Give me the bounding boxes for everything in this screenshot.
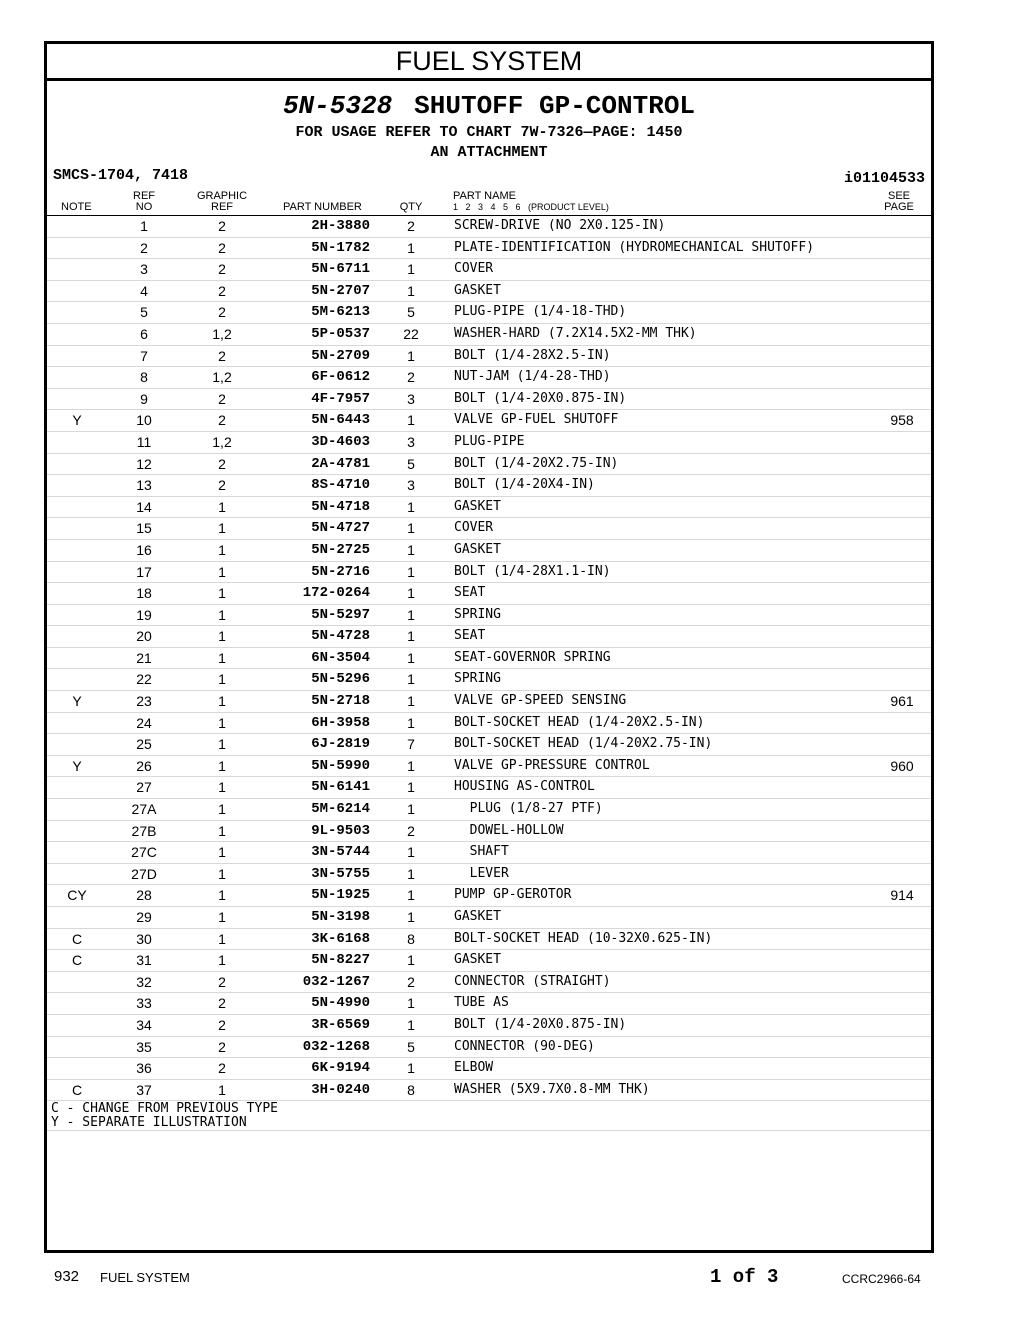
part-qty: 8: [407, 1081, 415, 1098]
part-name: WASHER (5X9.7X0.8-MM THK): [454, 1081, 650, 1097]
part-number: 3H-0240: [311, 1081, 370, 1098]
part-graphic-ref: 2: [218, 455, 226, 472]
part-graphic-ref: 2: [218, 239, 226, 256]
table-row: [47, 777, 931, 799]
table-row: [47, 1037, 931, 1059]
part-qty: 3: [407, 433, 415, 450]
table-row: [47, 562, 931, 584]
part-number: 5N-2709: [311, 347, 370, 364]
part-graphic-ref: 1: [218, 671, 226, 688]
part-qty: 1: [407, 649, 415, 666]
part-ref-no: 7: [140, 347, 148, 364]
table-row: [47, 972, 931, 994]
group-heading: [47, 91, 931, 121]
table-row: [47, 691, 931, 713]
part-graphic-ref: 1: [218, 952, 226, 969]
col-graphic-line2: REF: [211, 201, 233, 213]
part-number: 5N-5990: [311, 757, 370, 774]
part-ref-no: 27C: [131, 844, 157, 861]
part-name: GASKET: [454, 282, 501, 298]
part-name: SPRING: [454, 606, 501, 622]
part-graphic-ref: 2: [218, 995, 226, 1012]
part-number: 8S-4710: [311, 477, 370, 494]
part-name: LEVER: [454, 865, 509, 881]
part-ref-no: 18: [136, 585, 152, 602]
part-ref-no: 33: [136, 995, 152, 1012]
part-qty: 22: [403, 325, 419, 342]
part-graphic-ref: 1: [218, 563, 226, 580]
part-number: 5N-2725: [311, 541, 370, 558]
part-ref-no: 17: [136, 563, 152, 580]
part-graphic-ref: 1: [218, 520, 226, 537]
part-graphic-ref: 1: [218, 887, 226, 904]
table-row: [47, 454, 931, 476]
part-number: 5M-6214: [311, 801, 370, 818]
part-number: 5N-1782: [311, 239, 370, 256]
table-row: [47, 907, 931, 929]
part-ref-no: 26: [136, 757, 152, 774]
part-note: Y: [72, 693, 82, 710]
part-name: BOLT (1/4-20X4-IN): [454, 477, 595, 493]
table-row: [47, 238, 931, 260]
part-graphic-ref: 1,2: [212, 325, 232, 342]
part-number: 5N-2707: [311, 282, 370, 299]
footer-page-number: 932: [54, 1268, 80, 1285]
part-number: 5N-5296: [311, 671, 370, 688]
part-ref-no: 28: [136, 887, 152, 904]
part-number: 5N-4718: [311, 498, 370, 515]
footer-section: FUEL SYSTEM: [100, 1270, 190, 1285]
table-row: [47, 216, 931, 238]
part-qty: 5: [407, 304, 415, 321]
part-ref-no: 10: [136, 412, 152, 429]
part-qty: 1: [407, 887, 415, 904]
part-qty: 1: [407, 606, 415, 623]
part-ref-no: 35: [136, 1038, 152, 1055]
part-qty: 1: [407, 865, 415, 882]
part-graphic-ref: 1,2: [212, 433, 232, 450]
table-row: [47, 605, 931, 627]
part-number: 5M-6213: [311, 304, 370, 321]
table-row: [47, 713, 931, 735]
part-graphic-ref: 1: [218, 628, 226, 645]
part-note: Y: [72, 412, 82, 429]
part-name: BOLT-SOCKET HEAD (1/4-20X2.75-IN): [454, 736, 713, 752]
part-graphic-ref: 1: [218, 498, 226, 515]
part-qty: 2: [407, 369, 415, 386]
part-ref-no: 32: [136, 973, 152, 990]
part-name: SHAFT: [454, 844, 509, 860]
part-number: 5N-2718: [311, 693, 370, 710]
part-graphic-ref: 2: [218, 390, 226, 407]
table-row: [47, 821, 931, 843]
part-number: 5N-6711: [311, 261, 370, 278]
part-name: BOLT (1/4-28X1.1-IN): [454, 563, 611, 579]
part-note: Y: [72, 757, 82, 774]
part-ref-no: 13: [136, 477, 152, 494]
part-name: GASKET: [454, 952, 501, 968]
table-row: [47, 432, 931, 454]
part-qty: 1: [407, 585, 415, 602]
table-row: [47, 799, 931, 821]
part-qty: 1: [407, 541, 415, 558]
page-footer: [0, 1266, 1020, 1290]
part-name: PUMP GP-GEROTOR: [454, 887, 572, 903]
parts-table-body: [47, 216, 931, 1101]
part-name: GASKET: [454, 541, 501, 557]
part-name: BOLT (1/4-28X2.5-IN): [454, 347, 611, 363]
smcs-code: SMCS-1704, 7418: [53, 167, 189, 184]
part-graphic-ref: 1: [218, 930, 226, 947]
part-qty: 1: [407, 563, 415, 580]
part-number: 5N-5297: [311, 606, 370, 623]
table-row: [47, 929, 931, 951]
part-ref-no: 15: [136, 520, 152, 537]
part-graphic-ref: 1: [218, 649, 226, 666]
table-row: [47, 626, 931, 648]
section-title: FUEL SYSTEM: [47, 44, 931, 81]
table-row: [47, 1080, 931, 1102]
part-graphic-ref: 2: [218, 412, 226, 429]
part-qty: 1: [407, 844, 415, 861]
part-number: 5N-2716: [311, 563, 370, 580]
part-ref-no: 8: [140, 369, 148, 386]
table-row: [47, 346, 931, 368]
part-graphic-ref: 1: [218, 736, 226, 753]
table-row: [47, 1015, 931, 1037]
footer-doc-code: CCRC2966-64: [842, 1272, 921, 1286]
part-note: C: [71, 1081, 83, 1098]
part-number: 032-1268: [302, 1038, 370, 1055]
part-ref-no: 21: [136, 649, 152, 666]
part-name: VALVE GP-PRESSURE CONTROL: [454, 757, 650, 773]
table-row: [47, 648, 931, 670]
part-ref-no: 19: [136, 606, 152, 623]
part-note: C: [71, 952, 83, 969]
part-graphic-ref: 1: [218, 1081, 226, 1098]
col-see-line1: SEE: [887, 190, 910, 202]
table-row: [47, 885, 931, 907]
col-qty: QTY: [399, 201, 423, 213]
part-number: 3K-6168: [311, 930, 370, 947]
part-name: PLUG (1/8-27 PTF): [454, 801, 603, 817]
part-ref-no: 24: [136, 714, 152, 731]
col-part-number: PART NUMBER: [283, 201, 362, 213]
part-graphic-ref: 2: [218, 477, 226, 494]
part-ref-no: 27B: [131, 822, 157, 839]
part-ref-no: 14: [136, 498, 152, 515]
part-qty: 1: [407, 693, 415, 710]
attachment-label: AN ATTACHMENT: [430, 144, 548, 161]
part-number: 3D-4603: [311, 433, 370, 450]
part-qty: 1: [407, 1060, 415, 1077]
part-name: COVER: [454, 520, 494, 536]
part-ref-no: 36: [136, 1060, 152, 1077]
part-number: 5P-0537: [311, 325, 370, 342]
part-graphic-ref: 2: [218, 218, 226, 234]
part-qty: 8: [407, 930, 415, 947]
part-name: GASKET: [454, 498, 501, 514]
part-graphic-ref: 2: [218, 282, 226, 299]
legend: [47, 1101, 931, 1131]
part-qty: 5: [407, 455, 415, 472]
part-qty: 1: [407, 779, 415, 796]
part-graphic-ref: 1: [218, 844, 226, 861]
part-graphic-ref: 2: [218, 1016, 226, 1033]
part-see-page: 914: [890, 887, 914, 904]
part-name: WASHER-HARD (7.2X14.5X2-MM THK): [454, 325, 697, 341]
part-ref-no: 29: [136, 909, 152, 925]
footer-page-of: 1 of 3: [710, 1266, 779, 1288]
part-ref-no: 20: [136, 628, 152, 645]
part-ref-no: 2: [140, 239, 148, 256]
table-row: [47, 669, 931, 691]
part-qty: 1: [407, 671, 415, 688]
part-name: TUBE AS: [454, 995, 509, 1011]
part-qty: 1: [407, 909, 415, 925]
part-qty: 3: [407, 390, 415, 407]
part-number: 6K-9194: [311, 1060, 370, 1077]
col-product-levels: 1 2 3 4 5 6 (PRODUCT LEVEL): [453, 202, 609, 212]
part-ref-no: 37: [136, 1081, 152, 1098]
part-number: 6H-3958: [311, 714, 370, 731]
col-graphic-line1: GRAPHIC: [196, 190, 248, 202]
part-ref-no: 3: [140, 261, 148, 278]
part-number: 5N-4728: [311, 628, 370, 645]
part-name: CONNECTOR (90-DEG): [454, 1038, 595, 1054]
part-name: GASKET: [454, 909, 501, 924]
part-graphic-ref: 1: [218, 822, 226, 839]
part-ref-no: 27: [136, 779, 152, 796]
part-name: PLUG-PIPE (1/4-18-THD): [454, 304, 627, 320]
part-number: 5N-1925: [311, 887, 370, 904]
part-ref-no: 25: [136, 736, 152, 753]
parts-list-frame: [44, 41, 934, 1253]
part-graphic-ref: 1: [218, 779, 226, 796]
column-headers: [47, 189, 931, 216]
part-number: 2A-4781: [311, 455, 370, 472]
part-name: SEAT: [454, 628, 486, 644]
part-name: VALVE GP-SPEED SENSING: [454, 693, 627, 709]
col-part-name: PART NAME: [453, 190, 516, 202]
part-graphic-ref: 1: [218, 606, 226, 623]
table-row: [47, 540, 931, 562]
part-name: DOWEL-HOLLOW: [454, 822, 564, 838]
part-qty: 1: [407, 498, 415, 515]
table-row: [47, 475, 931, 497]
table-row: [47, 410, 931, 432]
part-number: 5N-6141: [311, 779, 370, 796]
col-ref-line2: NO: [135, 201, 153, 213]
part-name: SCREW-DRIVE (NO 2X0.125-IN): [454, 218, 666, 233]
part-ref-no: 27D: [131, 865, 157, 882]
part-ref-no: 12: [136, 455, 152, 472]
part-qty: 1: [407, 952, 415, 969]
col-see-line2: PAGE: [884, 201, 914, 213]
part-note: C: [71, 930, 83, 947]
part-ref-no: 6: [140, 325, 148, 342]
part-note: CY: [67, 887, 87, 904]
part-ref-no: 30: [136, 930, 152, 947]
part-graphic-ref: 2: [218, 261, 226, 278]
part-qty: 1: [407, 261, 415, 278]
smcs-row: [47, 167, 931, 189]
table-row: [47, 756, 931, 778]
part-number: 3N-5755: [311, 865, 370, 882]
part-qty: 1: [407, 1016, 415, 1033]
part-name: CONNECTOR (STRAIGHT): [454, 973, 611, 989]
part-qty: 1: [407, 995, 415, 1012]
part-qty: 1: [407, 282, 415, 299]
part-ref-no: 23: [136, 693, 152, 710]
part-name: HOUSING AS-CONTROL: [454, 779, 595, 795]
part-see-page: 961: [890, 693, 914, 710]
part-graphic-ref: 1,2: [212, 369, 232, 386]
part-qty: 2: [407, 973, 415, 990]
part-graphic-ref: 2: [218, 973, 226, 990]
group-name: SHUTOFF GP-CONTROL: [414, 91, 696, 121]
part-number: 5N-4727: [311, 520, 370, 537]
part-graphic-ref: 1: [218, 757, 226, 774]
part-number: 5N-3198: [311, 909, 370, 925]
col-ref-line1: REF: [133, 190, 155, 202]
part-name: SEAT-GOVERNOR SPRING: [454, 649, 611, 665]
part-number: 172-0264: [302, 585, 370, 602]
table-row: [47, 842, 931, 864]
part-graphic-ref: 1: [218, 585, 226, 602]
table-row: [47, 864, 931, 886]
table-row: [47, 950, 931, 972]
illustration-id: i01104533: [843, 170, 925, 187]
part-number: 6F-0612: [311, 369, 370, 386]
part-number: 6J-2819: [311, 736, 370, 753]
part-graphic-ref: 1: [218, 801, 226, 818]
part-graphic-ref: 1: [218, 693, 226, 710]
part-graphic-ref: 2: [218, 347, 226, 364]
part-qty: 3: [407, 477, 415, 494]
part-qty: 1: [407, 347, 415, 364]
part-number: 3N-5744: [311, 844, 370, 861]
table-row: [47, 518, 931, 540]
part-name: SPRING: [454, 671, 501, 687]
part-number: 2H-3880: [311, 218, 370, 234]
part-name: COVER: [454, 261, 494, 277]
part-graphic-ref: 1: [218, 541, 226, 558]
part-graphic-ref: 2: [218, 304, 226, 321]
table-row: [47, 302, 931, 324]
part-name: BOLT (1/4-20X0.875-IN): [454, 390, 627, 406]
legend-separate-illustration: Y - SEPARATE ILLUSTRATION: [51, 1115, 247, 1131]
part-name: NUT-JAM (1/4-28-THD): [454, 369, 611, 385]
part-number: 5N-8227: [311, 952, 370, 969]
table-row: [47, 1058, 931, 1080]
part-ref-no: 4: [140, 282, 148, 299]
part-name: SEAT: [454, 585, 486, 601]
part-name: VALVE GP-FUEL SHUTOFF: [454, 412, 619, 428]
part-number: 5N-4990: [311, 995, 370, 1012]
part-name: BOLT-SOCKET HEAD (1/4-20X2.5-IN): [454, 714, 705, 730]
part-name: BOLT (1/4-20X0.875-IN): [454, 1016, 627, 1032]
table-row: [47, 259, 931, 281]
part-ref-no: 11: [136, 433, 152, 450]
part-number: 6N-3504: [311, 649, 370, 666]
part-qty: 1: [407, 520, 415, 537]
part-number: 3R-6569: [311, 1016, 370, 1033]
part-name: PLATE-IDENTIFICATION (HYDROMECHANICAL SHUTOFF): [454, 239, 815, 255]
part-name: BOLT-SOCKET HEAD (10-32X0.625-IN): [454, 930, 713, 946]
part-ref-no: 16: [136, 541, 152, 558]
part-qty: 7: [407, 736, 415, 753]
legend-change: C - CHANGE FROM PREVIOUS TYPE: [51, 1101, 278, 1117]
part-number: 5N-6443: [311, 412, 370, 429]
table-row: [47, 367, 931, 389]
part-graphic-ref: 1: [218, 909, 226, 925]
part-ref-no: 34: [136, 1016, 152, 1033]
part-ref-no: 31: [136, 952, 152, 969]
part-number: 4F-7957: [311, 390, 370, 407]
col-note: NOTE: [61, 201, 92, 213]
part-qty: 2: [407, 822, 415, 839]
part-graphic-ref: 2: [218, 1038, 226, 1055]
usage-reference: FOR USAGE REFER TO CHART 7W-7326—PAGE: 1450: [295, 124, 683, 141]
part-name: ELBOW: [454, 1060, 494, 1076]
part-name: PLUG-PIPE: [454, 433, 525, 449]
table-row: [47, 497, 931, 519]
table-row: [47, 281, 931, 303]
part-qty: 5: [407, 1038, 415, 1055]
table-row: [47, 324, 931, 346]
part-qty: 1: [407, 757, 415, 774]
part-name: BOLT (1/4-20X2.75-IN): [454, 455, 619, 471]
part-number: 032-1267: [302, 973, 370, 990]
group-part-number: 5N-5328: [282, 91, 393, 121]
part-qty: 1: [407, 801, 415, 818]
part-see-page: 958: [890, 412, 914, 429]
part-qty: 1: [407, 714, 415, 731]
part-qty: 1: [407, 239, 415, 256]
part-number: 9L-9503: [311, 822, 370, 839]
part-graphic-ref: 1: [218, 714, 226, 731]
table-row: [47, 734, 931, 756]
part-qty: 1: [407, 412, 415, 429]
table-row: [47, 993, 931, 1015]
part-qty: 1: [407, 628, 415, 645]
table-row: [47, 583, 931, 605]
part-ref-no: 9: [140, 390, 148, 407]
part-ref-no: 22: [136, 671, 152, 688]
part-graphic-ref: 2: [218, 1060, 226, 1077]
part-graphic-ref: 1: [218, 865, 226, 882]
part-ref-no: 1: [140, 218, 148, 234]
part-see-page: 960: [890, 757, 914, 774]
table-row: [47, 389, 931, 411]
part-ref-no: 27A: [131, 801, 157, 818]
part-qty: 2: [407, 218, 415, 234]
part-ref-no: 5: [140, 304, 148, 321]
